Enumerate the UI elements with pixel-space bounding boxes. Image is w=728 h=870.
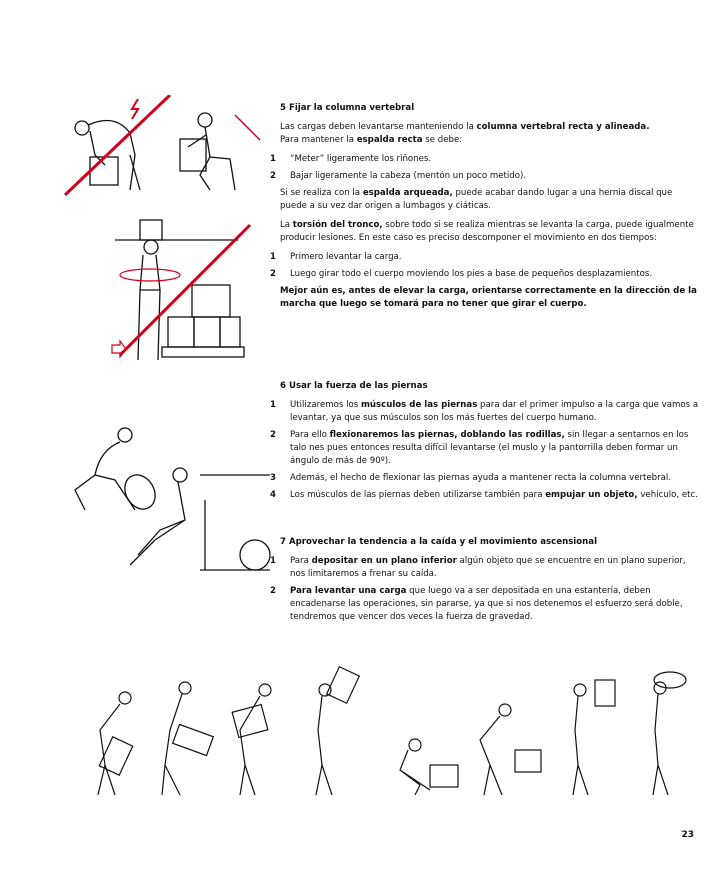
s6-item-4: 4 Los músculos de las piernas deben utilizarse también para empujar un objeto, vehículo, etc. <box>270 490 698 500</box>
s5-paragraph-4: Mejor aún es, antes de elevar la carga, orientarse correctamente en la dirección de la marcha que luego se tomará para no tener que girar el cuerpo. <box>280 286 697 309</box>
s5-item-4: 2 Luego girar todo el cuerpo moviendo los pies a base de pequeños desplazamientos. <box>270 269 653 279</box>
s7-item-1: 1 Para depositar en un plano inferior algún objeto que se encuentre en un plano superior, nos limitaremos a frenar su caída. <box>270 556 686 579</box>
s7-item-2: 2 Para levantar una carga que luego va a ser depositada en una estantería, deben encadenarse las operaciones, sin pararse, ya que si nos detenemos el esfuerzo será doble, tendremos que vencer dos veces la fuerza de gravedad. <box>270 586 683 622</box>
s6-item-1: 1 Utilizaremos los músculos de las piernas para dar el primer impulso a la carga que vamos a levantar, ya que sus músculos son los más fuertes del cuerpo humano. <box>270 400 699 423</box>
section-7-title: 7 Aprovechar la tendencia a la caída y el movimiento ascensional <box>280 537 598 547</box>
page-number: 23 <box>681 830 694 840</box>
section-5-title: 5 Fijar la columna vertebral <box>280 103 415 113</box>
leg-strength-illustration <box>60 420 275 590</box>
s5-item-2: 2 Bajar ligeramente la cabeza (mentón un poco metido). <box>270 171 527 181</box>
section-6 <box>270 380 700 506</box>
s5-item-3: 1 Primero levantar la carga. <box>270 252 402 262</box>
section-5 <box>270 102 700 317</box>
bent-back-lifting-illustration <box>60 95 265 205</box>
s5-paragraph-1: Las cargas deben levantarse manteniendo la columna vertebral recta y alineada. Para mantener la espalda recta se debe: <box>280 122 650 145</box>
lifting-sequence-illustration <box>70 660 690 805</box>
section-6-title: 6 Usar la fuerza de las piernas <box>280 381 428 391</box>
s5-paragraph-2: Si se realiza con la espalda arqueada, puede acabar dando lugar a una hernia discal que puede a su vez dar origen a lumbagos y ciáticas. <box>280 188 673 211</box>
trunk-torsion-illustration <box>110 215 260 370</box>
s6-item-3: 3 Además, el hecho de flexionar las piernas ayuda a mantener recta la columna vertebral. <box>270 473 672 483</box>
section-7 <box>270 536 700 628</box>
s5-paragraph-3: La torsión del tronco, sobre todo si se realiza mientras se levanta la carga, puede igualmente producir lesiones. En este caso es preciso descomponer el movimiento en dos tiempos: <box>280 220 694 243</box>
s5-item-1: 1 “Meter” ligeramente los riñones. <box>270 154 432 164</box>
s6-item-2: 2 Para ello flexionaremos las piernas, doblando las rodillas, sin llegar a sentarnos en los talo nes pues entonces resulta difícil levantarse (el muslo y la pantorrilla deben formar un ángulo de más de 90º). <box>270 430 689 466</box>
